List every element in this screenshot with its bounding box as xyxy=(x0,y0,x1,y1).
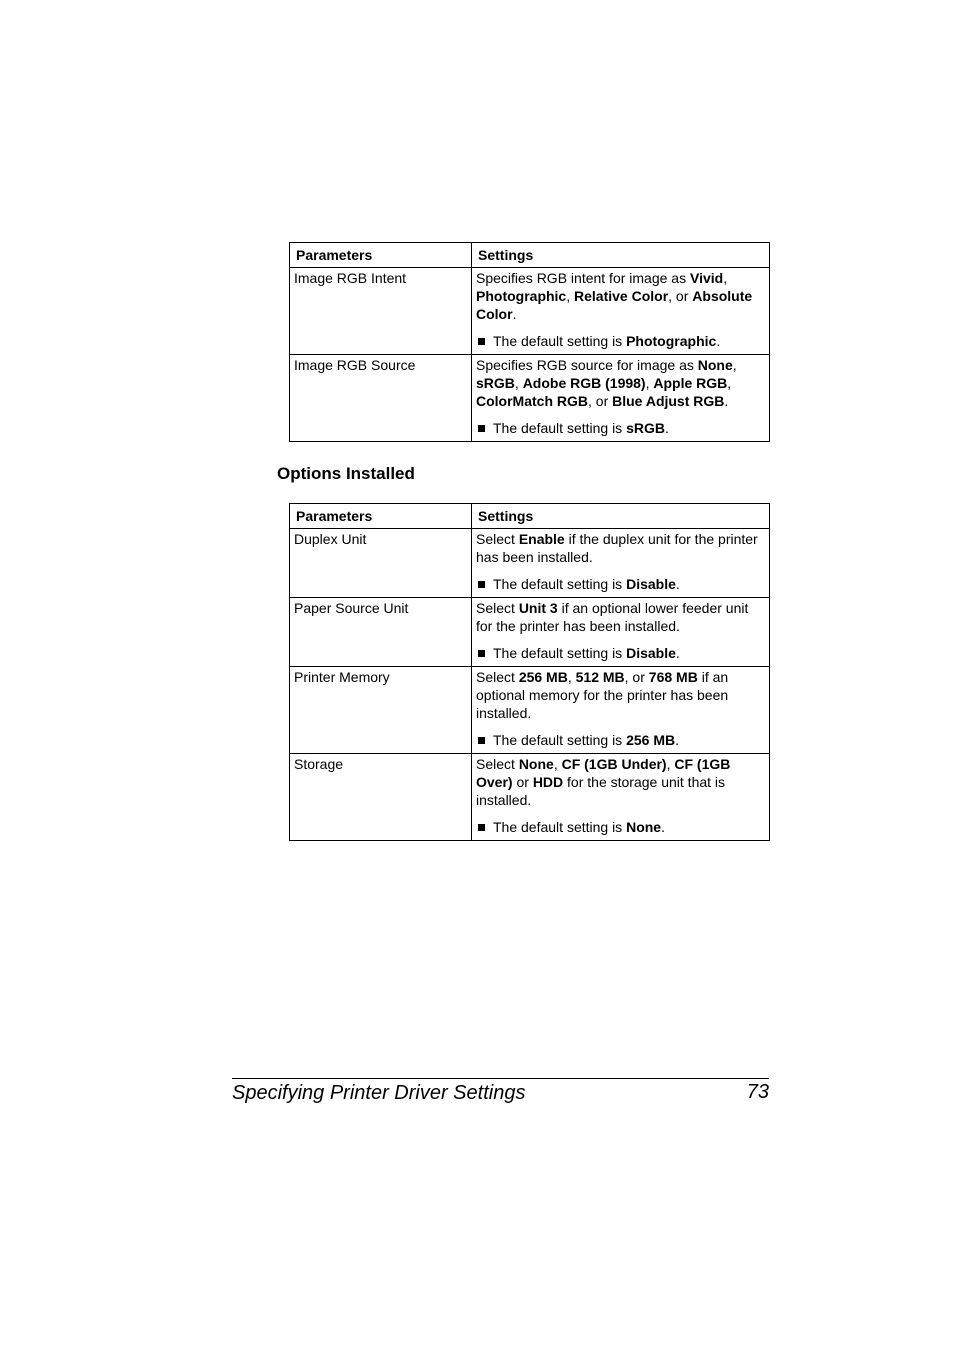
settings-description: Select None, CF (1GB Under), CF (1GB Over) or HDD for the storage unit that is installed. xyxy=(476,756,731,808)
options-installed-table xyxy=(289,503,770,841)
square-bullet-icon xyxy=(478,338,485,345)
default-note: The default setting is None. xyxy=(476,818,765,836)
default-note: The default setting is sRGB. xyxy=(476,419,765,437)
default-note: The default setting is Disable. xyxy=(476,575,765,593)
parameter-cell: Storage xyxy=(290,754,472,841)
table-row xyxy=(290,355,770,442)
table-row xyxy=(290,598,770,667)
settings-cell xyxy=(472,529,770,598)
square-bullet-icon xyxy=(478,581,485,588)
settings-cell xyxy=(472,355,770,442)
parameters-header: Parameters xyxy=(290,504,472,529)
parameter-cell: Image RGB Source xyxy=(290,355,472,442)
table-row xyxy=(290,667,770,754)
settings-header: Settings xyxy=(472,243,770,268)
table-row xyxy=(290,754,770,841)
settings-description: Select 256 MB, 512 MB, or 768 MB if an optional memory for the printer has been installed. xyxy=(476,669,729,721)
square-bullet-icon xyxy=(478,824,485,831)
page-number: 73 xyxy=(746,1081,769,1103)
settings-cell xyxy=(472,598,770,667)
table-header-row xyxy=(290,243,770,268)
footer-title: Specifying Printer Driver Settings xyxy=(232,1082,526,1104)
parameter-cell: Image RGB Intent xyxy=(290,268,472,355)
default-note: The default setting is 256 MB. xyxy=(476,731,765,749)
square-bullet-icon xyxy=(478,425,485,432)
parameter-cell: Printer Memory xyxy=(290,667,472,754)
default-note: The default setting is Disable. xyxy=(476,644,765,662)
settings-description: Select Enable if the duplex unit for the printer has been installed. xyxy=(476,531,758,565)
table-row xyxy=(290,529,770,598)
settings-description: Specifies RGB source for image as None, sRGB, Adobe RGB (1998), Apple RGB, ColorMatch RGB, or Blue Adjust RGB. xyxy=(476,357,737,409)
settings-cell xyxy=(472,667,770,754)
square-bullet-icon xyxy=(478,737,485,744)
settings-header: Settings xyxy=(472,504,770,529)
settings-description: Specifies RGB intent for image as Vivid, Photographic, Relative Color, or Absolute Color. xyxy=(476,270,753,322)
parameter-cell: Duplex Unit xyxy=(290,529,472,598)
parameter-cell: Paper Source Unit xyxy=(290,598,472,667)
table-header-row xyxy=(290,504,770,529)
footer-divider xyxy=(232,1078,769,1079)
table-row xyxy=(290,268,770,355)
rgb-settings-table xyxy=(289,242,770,442)
default-note: The default setting is Photographic. xyxy=(476,332,765,350)
section-title: Options Installed xyxy=(277,464,415,483)
parameters-header: Parameters xyxy=(290,243,472,268)
square-bullet-icon xyxy=(478,650,485,657)
settings-description: Select Unit 3 if an optional lower feeder unit for the printer has been installed. xyxy=(476,600,749,634)
settings-cell xyxy=(472,268,770,355)
settings-cell xyxy=(472,754,770,841)
